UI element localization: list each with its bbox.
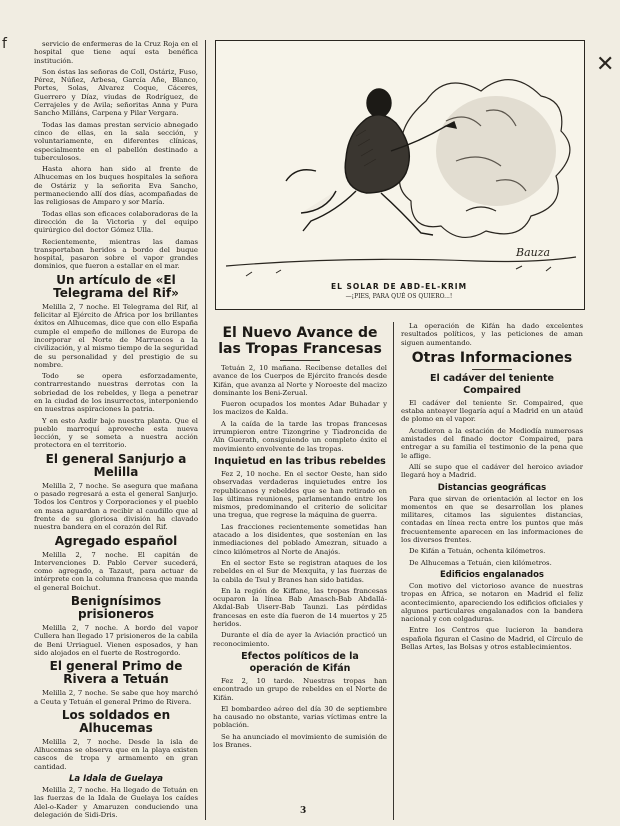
headline-sanjurjo: El general Sanjurjo a Melilla [45,451,187,479]
paragraph: Recientemente, mientras las damas transportaban heridos a bordo del buque hospital, pasaron sobre el vapor grandes dominios, que fueron a estallar en el mar. [34,237,198,271]
column-rule-1 [205,40,206,820]
headline-prisioneros: Benignísimos prisioneros [70,594,162,622]
cartoon-caption [215,282,583,300]
paragraph: Allí se supo que el cadáver del heroico aviador llegará hoy a Madrid. [401,462,583,480]
paragraph: Hasta ahora han sido al frente de Alhucemas en los buques hospitales la señora de Ostáriz y la señorita Eva Sancho, permaneciendo allí dos días, acompañadas de las religiosas de Amparo y sor María. [34,165,198,207]
paragraph: De Kifán a Tetuán, ochenta kilómetros. [409,547,546,556]
paragraph: A la caída de la tarde las tropas francesas irrumpieron entre Tizongrine y Tiadroncida de Aïn Guerath, consiguiendo un completo éxito el movimiento envolvente de las tropas. [213,419,387,453]
divider [280,360,320,361]
paragraph: Acudieron a la estación de Mediodía numerosas amistades del finado doctor Compaired, para entregar a su familia el testimonio de la pena que le aflige. [401,426,583,460]
paragraph: Todas ellas son eficaces colaboradoras de la dirección de la Victoria y del equipo quirúrgico del doctor Gómez Ulla. [34,209,198,235]
caption-title: EL SOLAR DE ABD-EL-KRIM [330,282,468,291]
paragraph: Todas las damas prestan servicio abnegado cinco de ellas, en la sala sección, y voluntariamente, en diferentes clínicas, especialmente en el pabellón destinado a tuberculosos. [34,120,198,162]
caption-subtitle: —¡PIES, PARA QUÉ OS QUIERO...! [345,293,453,300]
paragraph: Y en esto Axdir bajo nuestra planta. Que el pueblo marroquí aproveche esta nueva lección, y se someta a nuestra acción protectora en el territorio. [34,416,198,450]
cartoon-drawing [216,41,584,309]
pen-mark-left: f [2,36,7,52]
cartoon-signature: Bauza [516,246,551,259]
paragraph: Son éstas las señoras de Coll, Ostáriz, Fuso, Pérez, Núñez, Arbesa, García Añe, Blanco, Portes, Solas, Alvarez Coque, Cáceres, Guerrero y Díaz, viudas de Rodríguez, de Cerrajeles y de Avila; señoritas Anna y Pura Sancho Milláns, Carpena y Pilar Vergara. [34,67,198,118]
paragraph: En el sector Este se registran ataques de los rebeldes en el Sur de Mexquita, y las fuerzas de la cabila de Tsul y Branes han sido batidas. [213,558,387,584]
headline-telegrama: Un artículo de «El Telegrama del Rif» [53,272,179,300]
paragraph: La operación de Kifán ha dado excelentes resultados políticos, y las peticiones de aman siguen aumentando. [401,322,583,347]
headline-distancias: Distancias geográficas [437,482,547,493]
headline-agregado: Agregado español [54,533,178,548]
paragraph: Fez 2, 10 tarde. Nuestras tropas han encontrado un grupo de rebeldes en el Norte de Kifán. [213,676,387,702]
paragraph: Para que sirvan de orientación al lector en los momentos en que se desarrollan los planes militares, citamos las siguientes distancias, contadas en línea recta entre los puntos que más frecuentemente aparecen en las informaciones de los diversos frentes. [401,494,583,545]
headline-edificios: Edificios engalanados [440,569,544,580]
divider [472,369,512,370]
paragraph: Fez 2, 10 noche. En el sector Oeste, han sido observadas verdaderas inquietudes entre los republicanos y rebeldes que se han retirado en las últimas reuniones, parlamentando entre los mismos, predominando el criterio de solicitar una tregua, que regrese la máquina de guerra. [213,469,387,520]
cartoon-illustration [215,40,585,310]
column-rule-2 [393,322,394,820]
page-number: 3 [300,806,307,816]
paragraph: Melilla 2, 7 noche. Se asegura que mañana o pasado regresará a esta el general Sanjurjo. Todos los Centros y Corporaciones y el pueblo en masa aguardan a recibir al caudillo que al frente de su gloriosa división ha clavado nuestra bandera en el corazón del Rif. [34,481,198,532]
headline-soldados: Los soldados en Alhucemas [61,707,171,735]
paragraph: Melilla 2, 7 noche. Desde la isla de Alhucemas se observa que en la playa existen cascos de tropa y armamento en gran cantidad. [34,737,198,771]
paragraph: Melilla 2, 7 noche. Ha llegado de Tetuán en las fuerzas de la Idala de Guelaya los caídes Alel-o-Kader y Amaruzen conduciendo una delegación de Sidi-Dris. [34,786,198,819]
paragraph: Fueron ocupados los montes Adar Buhadar y los macizos de Kalda. [213,400,387,417]
paragraph: Tetuán 2, 10 mañana. Recibense detalles del avance de los Cuerpos de Ejército francés desde Kifán, que avanza al Norte y Noroeste del macizo dominante los Beni-Zerual. [213,364,387,397]
column-right [401,322,583,820]
paragraph: Entre los Centros que lucieron la bandera española figuran el Casino de Madrid, el Círculo de Bellas Artes, las Bolsas y otros establecimientos. [401,626,583,652]
column-middle [213,322,387,820]
paragraph: Todo se opera esforzadamente, contrarrestando nuestras derrotas con la sobriedad de los rebeldes, y llega a penetrar en la ciudad de los insurrectos, interponiendo en nuestras aspiraciones la patria. [34,372,198,414]
paragraph: Melilla 2, 7 noche. Se sabe que hoy marchó a Ceuta y Tetuán el general Primo de Rivera. [34,689,198,706]
headline-guelaya: La Idala de Guelaya [69,774,163,784]
headline-avance: El Nuevo Avance de las Tropas Francesas [218,325,382,357]
paragraph: De Alhucemas a Tetuán, cien kilómetros. [409,558,552,567]
paragraph: Melilla 2, 7 noche. El capitán de Intervenciones D. Pablo Cerver sucederá, como agregado, a Tazaut, para actuar de intérprete con la columna francesa que manda el general Boichut. [34,550,198,592]
paragraph: Con motivo del victorioso avance de nuestras tropas en África, se notaron en Madrid el feliz acontecimiento, apareciendo los edificios oficiales y algunos particulares engalanados con la bandera nacional y con colgaduras. [401,581,583,624]
paragraph: Melilla 2, 7 noche. A bordo del vapor Cullera han llegado 17 prisioneros de la cabila de Beni Urriaguel. Vienen esposados, y han sido alojados en el fuerte de Rostrogordo. [34,624,198,657]
pen-mark-x: ✕ [596,52,615,77]
headline-cadaver: El cadáver del teniente Compaired [430,372,554,396]
paragraph: Durante el día de ayer la Aviación practicó un reconocimiento. [213,631,387,648]
paragraph: En la región de Kiffane, las tropas francesas ocuparon la línea Bab Amasch-Bab Abdallá-Akdal-Bab Uiserr-Bab Taunzi. Las pérdidas francesas en este día fueron de 14 muertos y 25 heridos. [213,586,387,629]
column-left [34,40,198,820]
paragraph: servicio de enfermeras de la Cruz Roja en el hospital que tiene aquí esta benéfica institución. [34,40,198,65]
headline-otras: Otras Informaciones [411,349,573,366]
paragraph: Melilla 2, 7 noche. El Telegrama del Rif, al felicitar al Ejército de África por los brillantes éxitos en Alhucemas, dice que con ello España cumple el empeño de millones de Europa de incorporar el Norte de Marruecos a la civilización, y al mismo tiempo de la seguridad de su personalidad y del prestigio de su nombre. [34,302,198,369]
headline-primo-rivera: El general Primo de Rivera a Tetuán [49,659,183,687]
headline-inquietud: Inquietud en las tribus rebeldes [214,455,386,467]
paragraph: El cadáver del teniente Sr. Compaired, que estaba anteayer llegaría aquí a Madrid en un ataúd de plomo en el vapor. [401,398,583,424]
paragraph: El bombardeo aéreo del día 30 de septiembre ha causado no obstante, varias víctimas entre la población. [213,704,387,730]
paragraph: Las fracciones recientemente sometidas han atacado a los disidentes, que sostenían en las inmediaciones del poblado Amezran, situado a cinco kilómetros al Norte de Anajós. [213,522,387,556]
headline-efectos: Efectos políticos de la operación de Kifán [241,650,359,674]
paragraph: Se ha anunciado el movimiento de sumisión de los Branes. [213,732,387,749]
